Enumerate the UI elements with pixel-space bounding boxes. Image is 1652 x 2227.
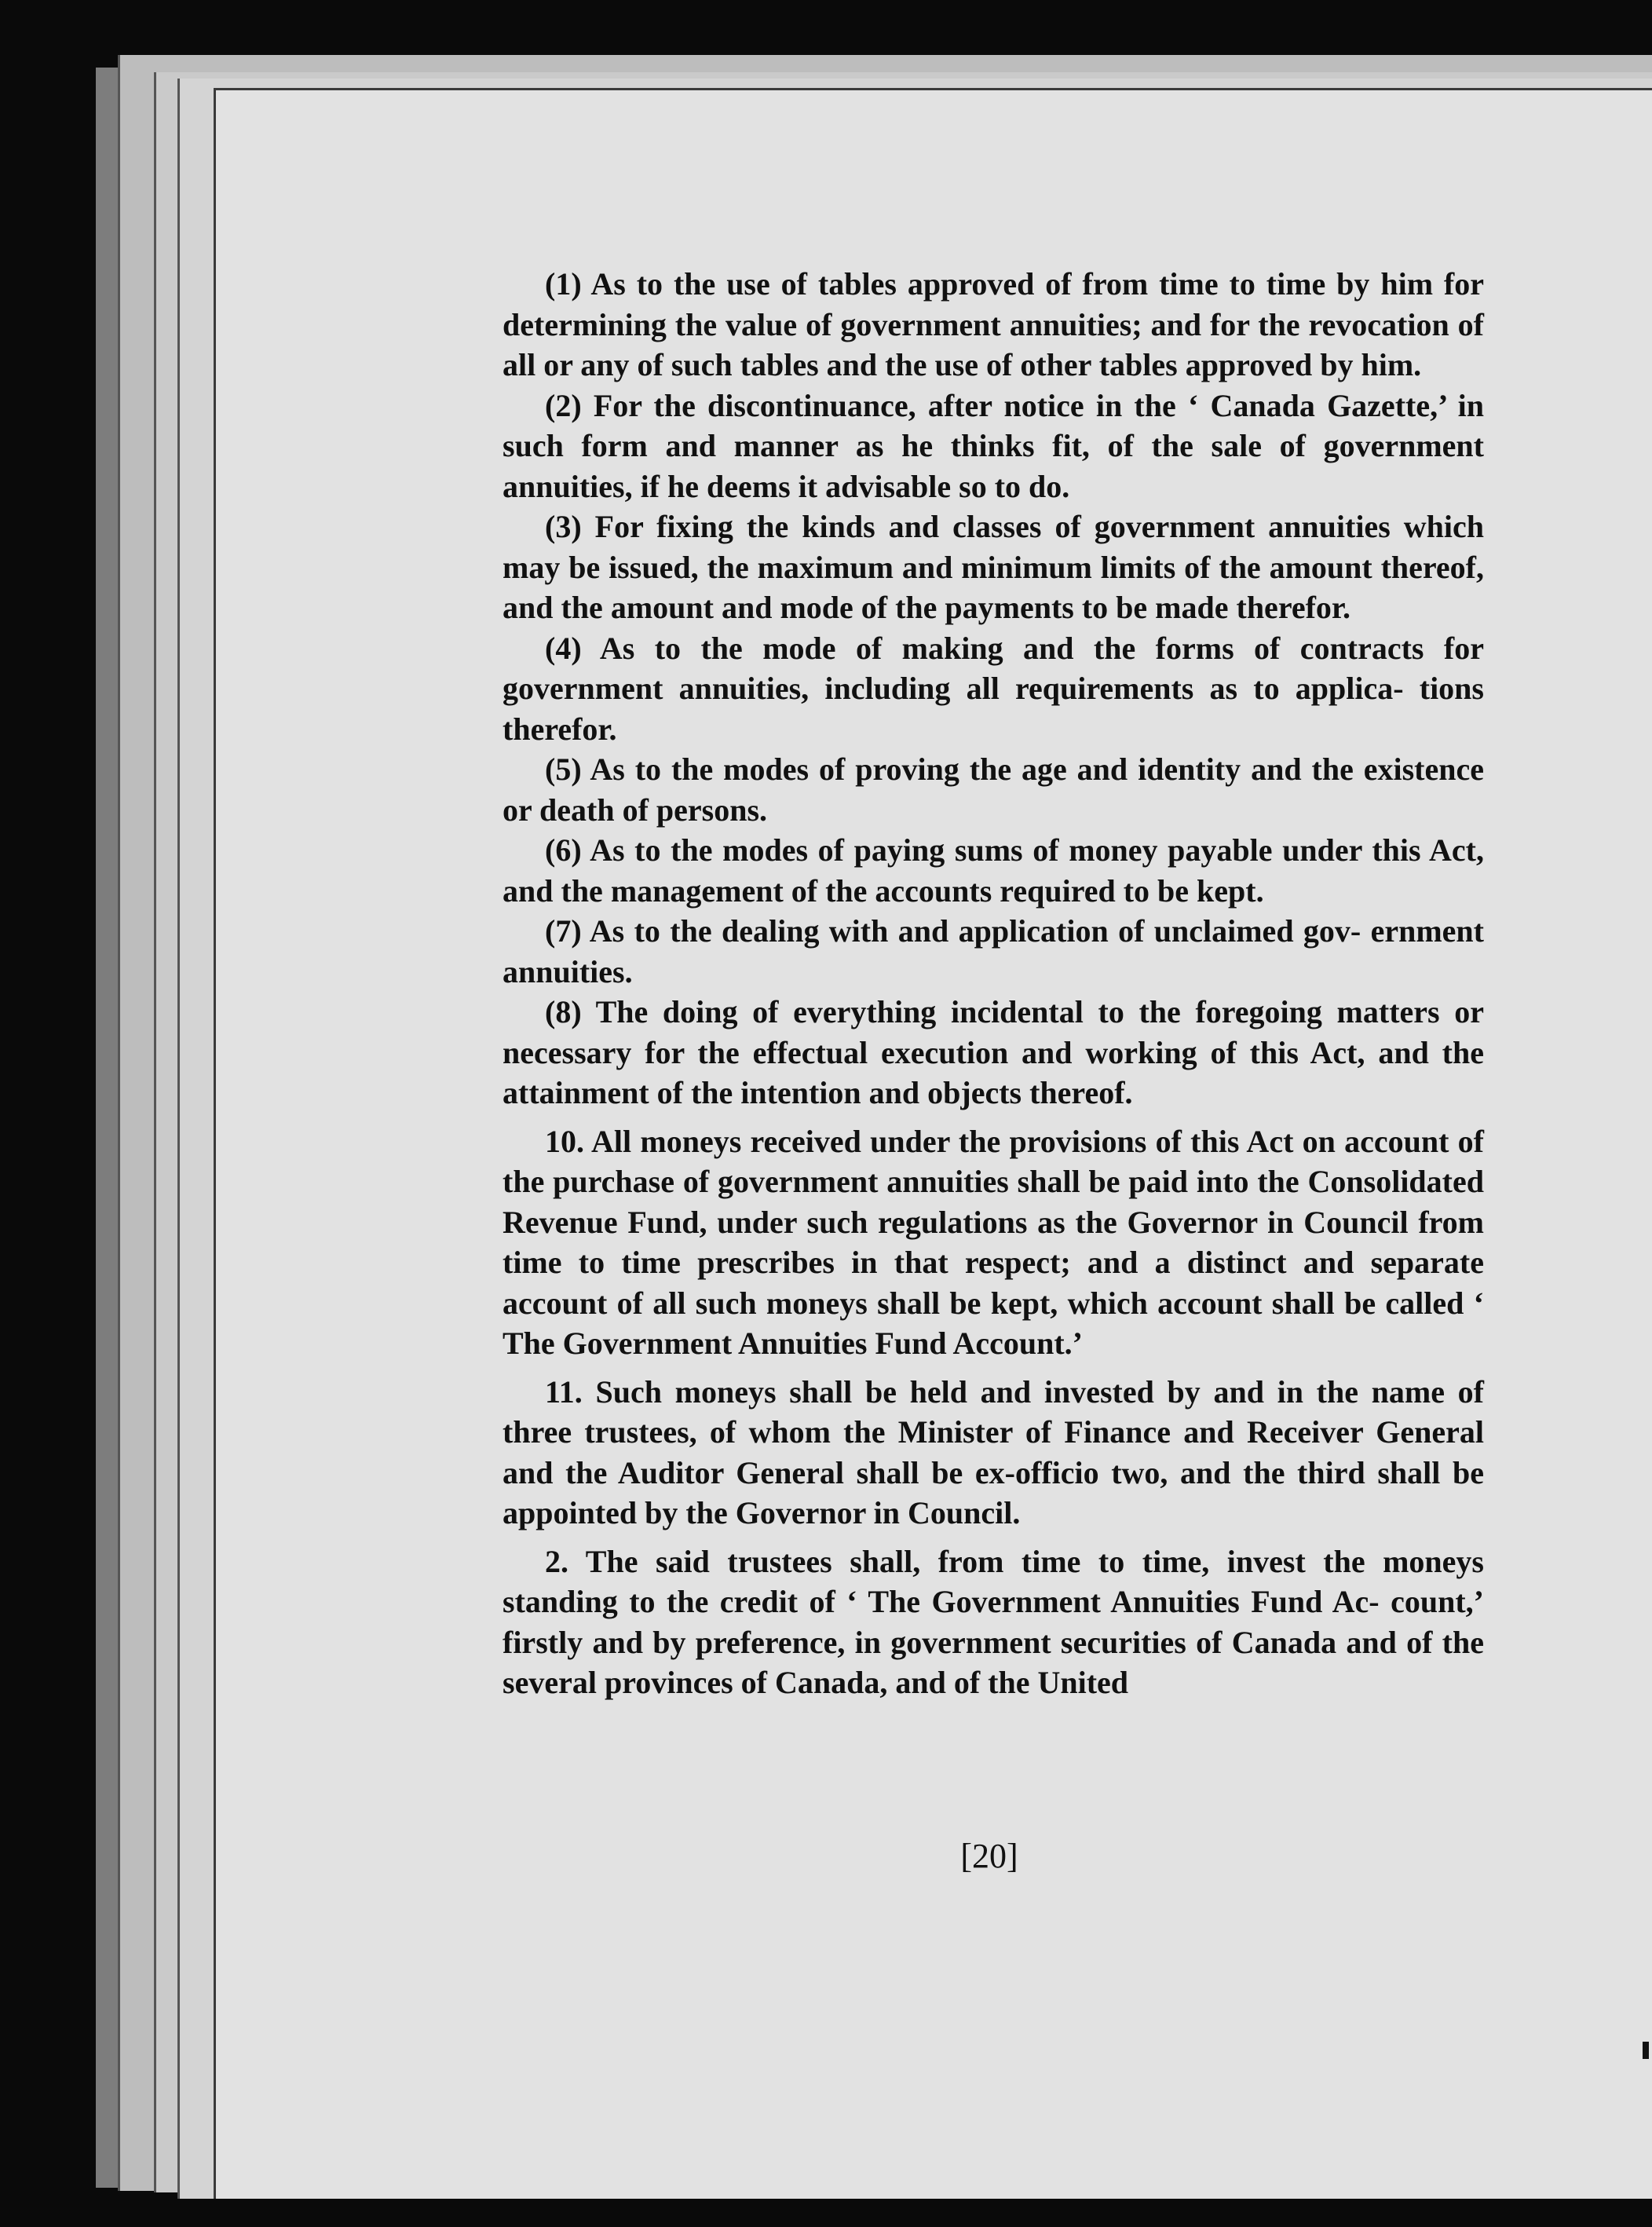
paragraph-2: (2) For the discontinuance, after notice in the ‘ Canada Gazette,’ in such form and manner as he thinks fit, of the sale of government annuities, if he deems it advisable so to do. — [503, 387, 1484, 504]
paragraph-section-11: 11. Such moneys shall be held and invested by and in the name of three trustees, of whom the Minister of Finance and Receiver General and the Auditor General shall be ex-officio two, and the third shall be appointed by the Governor in Council. — [503, 1373, 1484, 1530]
paragraph-4: (4) As to the mode of making and the forms of contracts for government annuities, including all requirements as to applica- tions therefor. — [503, 630, 1484, 747]
scan-artifact — [1643, 2042, 1649, 2059]
paragraph-section-10: 10. All moneys received under the provisions of this Act on account of the purchase of government annuities shall be paid into the Consolidated Revenue Fund, under such regulations as the Governor in Council from time to time prescribes in that respect; and a distinct and separate account of all such moneys shall be kept, which account shall be called ‘ The Government Annuities Fund Account.’ — [503, 1123, 1484, 1361]
paragraph-5: (5) As to the modes of proving the age and identity and the existence or death of persons. — [503, 751, 1484, 828]
page-edge — [154, 72, 156, 2192]
body-text — [503, 264, 1484, 1703]
paragraph-7: (7) As to the dealing with and application of unclaimed gov- ernment annuities. — [503, 913, 1484, 989]
paragraph-8: (8) The doing of everything incidental to the foregoing matters or necessary for the effectual execution and working of this Act, and the attainment of the intention and objects thereof. — [503, 994, 1484, 1110]
paragraph-6: (6) As to the modes of paying sums of money payable under this Act, and the management of the accounts required to be kept. — [503, 832, 1484, 909]
page-edge — [177, 79, 180, 2199]
paragraph-3: (3) For fixing the kinds and classes of government annuities which may be issued, the maximum and minimum limits of the amount thereof, and the amount and mode of the payments to be made therefor. — [503, 509, 1484, 625]
page-number: [20] — [960, 1837, 1018, 1875]
page-edge — [118, 55, 120, 2191]
scan-border — [0, 2199, 1652, 2227]
paragraph-1: (1) As to the use of tables approved of from time to time by him for determining the value of government annuities; and for the revocation of all or any of such tables and the use of other tables approved by him. — [503, 266, 1484, 382]
paragraph-subsection-2: 2. The said trustees shall, from time to time, invest the moneys standing to the credit of ‘ The Government Annuities Fund Ac- count,’ firstly and by preference, in government securities of Canada and of the several provinces of Canada, and of the United — [503, 1543, 1484, 1700]
